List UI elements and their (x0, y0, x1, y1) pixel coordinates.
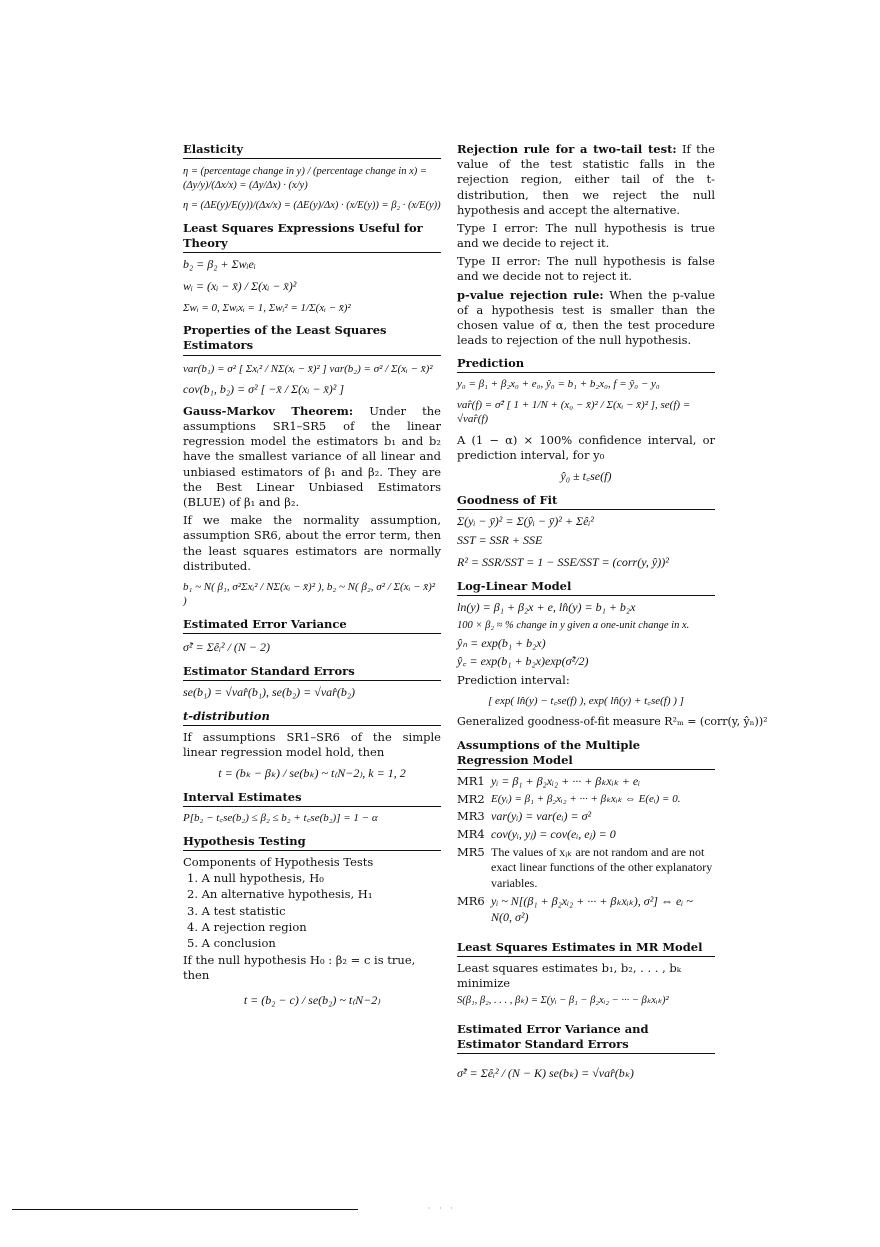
prediction-interval-label: Prediction interval: (457, 673, 570, 688)
hypothesis-if: If the null hypothesis H₀ : β₂ = c is true, then (183, 953, 416, 983)
assumption-row (457, 774, 715, 790)
pvalue-title: p-value rejection rule: (457, 287, 604, 302)
ls-theory-heading: Least Squares Expressions Useful for Theory (183, 221, 441, 253)
gauss-markov-title: Gauss-Markov Theorem: (183, 403, 354, 418)
loglinear-eq-5: [ exp( ln̂(y) − t꜀se(f) ), exp( ln̂(y) + t꜀se(f) ) ] (488, 695, 684, 708)
ls-mr-text: Least squares estimates b₁, b₂, . . . , bₖ minimize (457, 960, 681, 990)
gauss-markov-paragraph (183, 404, 441, 510)
loglinear-heading: Log-Linear Model (457, 579, 715, 596)
ls-mr-heading: Least Squares Estimates in MR Model (457, 940, 715, 957)
hypothesis-intro: Components of Hypothesis Tests (183, 855, 374, 870)
gauss-markov-text: Under the assumptions SR1–SR5 of the linear regression model the estimators b₁ and b₂ have the smallest variance of all linear and unbiased estimators of β₁ and β₂. They are the Best Linear Unbiased Estimators (BLUE) of β₁ and β₂. (183, 403, 441, 509)
pvalue-paragraph (457, 288, 715, 349)
prediction-eq-1: y₀ = β₁ + β₂x₀ + e₀, ŷ₀ = b₁ + b₂x₀, f = ŷ₀ − y₀ (457, 378, 660, 391)
assumption-label: MR4 (457, 826, 485, 841)
t-dist-eq: t = (bₖ − βₖ) / se(bₖ) ~ t₍N−2₎, k = 1, 2 (218, 766, 406, 781)
std-errors-eq: se(b₁) = √var̂(b₁), se(b₂) = √var̂(b₂) (183, 685, 356, 700)
assumption-label: MR5 (457, 844, 485, 859)
assumption-row (457, 792, 715, 807)
error-variance-eq: σ̂² = Σêᵢ² / (N − 2) (183, 640, 270, 655)
goodness-eq-2: SST = SSR + SSE (457, 533, 543, 548)
rejection-rule-text: If the value of the test statistic falls in the rejection region, either tail of the t-distribution, then we reject the null hypothesis and accept the alternative. (457, 142, 715, 217)
mr-error-heading: Estimated Error Variance and Estimator Standard Errors (457, 1022, 715, 1054)
assumption-label: MR3 (457, 808, 485, 823)
footer-rule (12, 1209, 358, 1210)
assumption-row (457, 894, 715, 926)
assumption-text: The values of xᵢₖ are not random and are not exact linear functions of the other explanatory variables. (491, 844, 713, 891)
ls-properties-eq-2: cov(b₁, b₂) = σ² [ −x̄ / Σ(xᵢ − x̄)² ] (183, 382, 345, 397)
assumption-row (457, 827, 715, 843)
prediction-text: A (1 − α) × 100% confidence interval, or prediction interval, for y₀ (457, 432, 715, 463)
hypothesis-item: 1. A null hypothesis, H₀ (187, 871, 324, 886)
goodness-heading: Goodness of Fit (457, 493, 715, 510)
prediction-eq-3: ŷ₀ ± t꜀se(f) (560, 469, 612, 484)
assumption-text: var(yᵢ) = var(eᵢ) = σ² (491, 808, 592, 823)
assumption-label: MR1 (457, 773, 485, 788)
elasticity-equation-2: η = (ΔE(y)/E(y))/(Δx/x) = (ΔE(y)/Δx) · (x/E(y)) = β₂ · (x/E(y)) (183, 199, 441, 211)
normality-text: If we make the normality assumption, assumption SR6, about the error term, then the least squares estimators are normally distributed. (183, 513, 441, 573)
elasticity-heading: Elasticity (183, 142, 441, 159)
normality-eq: b₁ ~ N( β₁, σ²Σxᵢ² / NΣ(xᵢ − x̄)² ), b₂ ~ N( β₂, σ² / Σ(xᵢ − x̄)² ) (183, 580, 436, 608)
mr-error-eq: σ̂² = Σêᵢ² / (N − K) se(bₖ) = √var̂(bₖ) (457, 1066, 634, 1081)
assumptions-heading: Assumptions of the Multiple Regression Model (457, 738, 715, 770)
right-column (457, 142, 768, 1088)
footer-page-mark: · · · (428, 1204, 456, 1213)
ls-properties-eq-1: var(b₁) = σ² [ Σxᵢ² / NΣ(xᵢ − x̄)² ] var(b₂) = σ² / Σ(xᵢ − x̄)² (183, 362, 433, 375)
left-column (183, 142, 441, 1015)
ls-properties-heading: Properties of the Least Squares Estimators (183, 323, 441, 355)
assumption-label: MR6 (457, 893, 485, 908)
assumption-row (457, 809, 715, 825)
interval-eq: P[b₂ − t꜀se(b₂) ≤ β₂ ≤ b₂ + t꜀se(b₂)] = 1 − α (183, 812, 378, 825)
prediction-heading: Prediction (457, 356, 715, 373)
ls-mr-eq: S(β₁, β₂, . . . , βₖ) = Σ(yᵢ − β₁ − β₂xᵢ₂ − ··· − βₖxᵢₖ)² (457, 995, 669, 1007)
t-dist-heading: t-distribution (183, 709, 441, 726)
assumption-label: MR2 (457, 791, 485, 806)
goodness-eq-1: Σ(yᵢ − ȳ)² = Σ(ŷᵢ − ȳ)² + Σêᵢ² (457, 514, 594, 529)
ls-theory-eq-1: b₂ = β₂ + Σwᵢeᵢ (183, 257, 256, 272)
hypothesis-item: 3. A test statistic (187, 903, 286, 918)
rejection-rule-title: Rejection rule for a two-tail test: (457, 142, 677, 156)
ls-theory-eq-2: wᵢ = (xᵢ − x̄) / Σ(xᵢ − x̄)² (183, 278, 297, 293)
assumption-text: cov(yᵢ, yⱼ) = cov(eᵢ, eⱼ) = 0 (491, 826, 616, 841)
hypothesis-heading: Hypothesis Testing (183, 834, 441, 851)
rejection-rule-paragraph (457, 142, 715, 218)
type1-error: Type I error: The null hypothesis is true and we decide to reject it. (457, 220, 715, 251)
type2-error: Type II error: The null hypothesis is false and we decide not to reject it. (457, 254, 715, 284)
loglinear-eq-3: ŷₙ = exp(b₁ + b₂x) (457, 635, 546, 650)
prediction-eq-2: var̂(f) = σ̂² [ 1 + 1/N + (x₀ − x̄)² / Σ(xᵢ − x̄)² ], se(f) = √var̂(f) (457, 398, 691, 426)
assumption-row (457, 845, 715, 892)
t-dist-text: If assumptions SR1–SR6 of the simple linear regression model hold, then (183, 730, 441, 760)
loglinear-eq-1: ln(y) = β₁ + β₂x + e, ln̂(y) = b₁ + b₂x (457, 599, 636, 614)
goodness-eq-3: R² = SSR/SST = 1 − SSE/SST = (corr(y, ŷ))² (457, 554, 669, 569)
elasticity-equation-1: η = (percentage change in y) / (percentage change in x) = (Δy/y)/(Δx/x) = (Δy/Δx) · (x/y) (183, 166, 427, 192)
ls-theory-eq-3: Σwᵢ = 0, Σwᵢxᵢ = 1, Σwᵢ² = 1/Σ(xᵢ − x̄)² (183, 301, 351, 314)
hypothesis-eq: t = (b₂ − c) / se(b₂) ~ t₍N−2₎ (243, 993, 381, 1008)
loglinear-eq-4: ŷ꜀ = exp(b₁ + b₂x)exp(σ̂²/2) (457, 654, 589, 669)
interval-heading: Interval Estimates (183, 790, 441, 807)
std-errors-heading: Estimator Standard Errors (183, 664, 441, 681)
loglinear-eq-2: 100 × β₂ ≈ % change in y given a one-unit change in x. (457, 619, 690, 631)
hypothesis-item: 4. A rejection region (187, 919, 307, 934)
hypothesis-item: 5. A conclusion (187, 935, 276, 950)
hypothesis-item: 2. An alternative hypothesis, H₁ (187, 887, 373, 902)
assumption-text: E(yᵢ) = β₁ + β₂xᵢ₂ + ··· + βₖxᵢₖ ⇔ E(eᵢ) = 0. (491, 792, 681, 805)
pvalue-text: When the p-value of a hypothesis test is smaller than the chosen value of α, then the test procedure leads to rejection of the null hypothesis. (457, 287, 716, 348)
error-variance-heading: Estimated Error Variance (183, 617, 441, 634)
assumption-text: yᵢ ~ N[(β₁ + β₂xᵢ₂ + ··· + βₖxᵢₖ), σ²] ⇔ eᵢ ~ N(0, σ²) (491, 893, 693, 924)
loglinear-eq-6: Generalized goodness-of-fit measure R²ₘ = (corr(y, ŷₙ))² (457, 714, 768, 728)
assumption-text: yᵢ = β₁ + β₂xᵢ₂ + ··· + βₖxᵢₖ + eᵢ (491, 773, 641, 788)
